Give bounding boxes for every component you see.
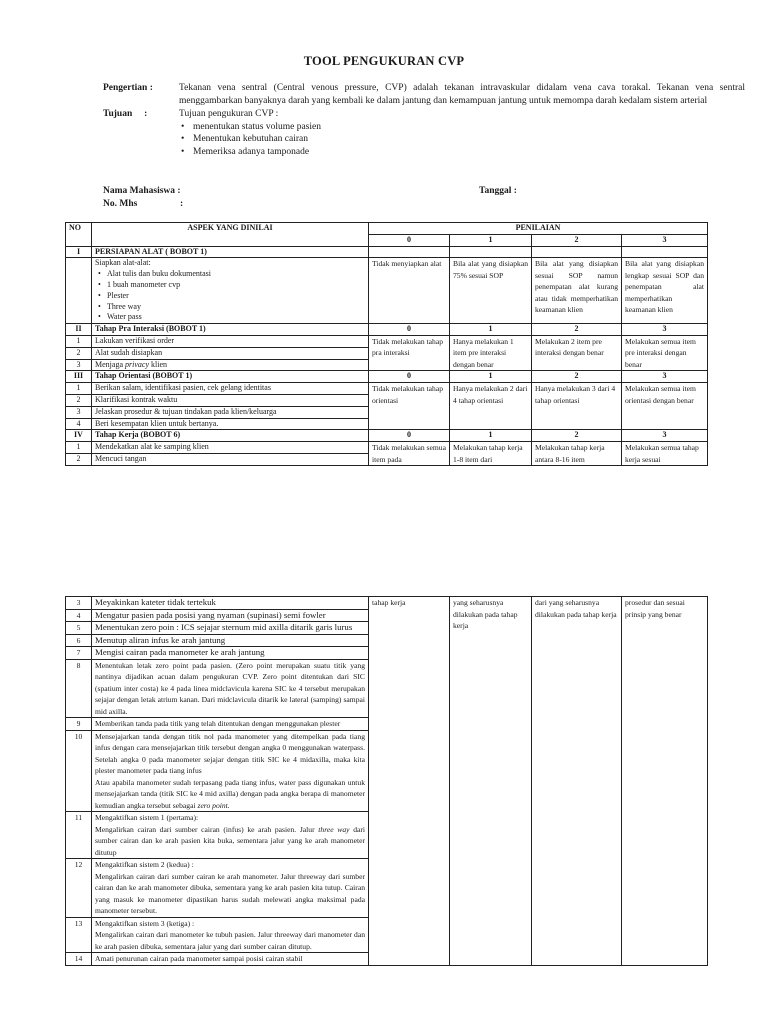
text-emphasis: zero point. (197, 800, 230, 810)
criteria-2: Bila alat yang disiapkan sesuai SOP namun penempatan alat kurang atau tidak memperhatikan keamanan klien (532, 258, 622, 324)
criteria-2: Melakukan 2 item pre interaksi dengan benar (532, 335, 622, 371)
text-part: Mengaktifkan sistem 1 (pertama): (95, 813, 199, 822)
row-number: 2 (66, 454, 92, 466)
score-2: 2 (532, 430, 622, 442)
tujuan-row (103, 108, 745, 158)
score-2: 2 (532, 324, 622, 336)
table-row (66, 258, 708, 324)
aspek-text: Menutup aliran infus ke arah jantung (92, 634, 369, 647)
score-1: 1 (450, 234, 532, 246)
criteria-3: Melakukan semua item pre interaksi dengan benar (622, 335, 708, 371)
section-row (66, 371, 708, 383)
criteria-0: Tidak menyiapkan alat (369, 258, 450, 324)
row-number: 10 (66, 730, 92, 812)
criteria-1: Hanya melakukan 2 dari 4 tahap orientasi (450, 383, 532, 430)
table-header-row (66, 223, 708, 235)
score-3: 3 (622, 234, 708, 246)
section-row (66, 246, 708, 258)
header-no: NO (66, 223, 92, 247)
header-aspek: ASPEK YANG DINILAI (92, 223, 369, 247)
nama-mahasiswa-label: Nama Mahasiswa : (103, 186, 181, 196)
aspek-text (92, 730, 369, 812)
row-number: 6 (66, 634, 92, 647)
section-title: Tahap Pra Interaksi (BOBOT 1) (92, 324, 369, 336)
section-title: Tahap Orientasi (BOBOT 1) (92, 371, 369, 383)
text-part: Mengalirkan cairan dari sumber cairan (infus) ke arah pasien. Jalur (95, 824, 319, 834)
list-item: • menentukan status volume pasien (193, 121, 745, 134)
criteria-2: Melakukan tahap kerja antara 8-16 item (532, 442, 622, 466)
criteria-1: Hanya melakukan 1 item pre interaksi dengan benar (450, 335, 532, 371)
aspek-text: Alat sudah disiapkan (92, 347, 369, 359)
list-item: • Menentukan kebutuhan cairan (193, 133, 745, 146)
aspek-text: Menentukan zero poin : ICS sejajar sternum mid axilla ditarik garis lurus (92, 622, 369, 635)
row-number: 1 (66, 383, 92, 395)
text-part: Mensejajarkan tanda dengan titik nol pada manometer yang ditempelkan pada tiang infus dengan cara mensejajarkan titik tersebut dengan angka 0 menggunakan waterpass. Setelah angka 0 pada manometer sejajar dengan titik SIC ke 4 midaxilla, maka kita plester manometer pada tiang infus (95, 731, 365, 775)
pengertian-label: Pengertian : (103, 83, 153, 93)
aspek-text: Lakukan verifikasi order (92, 335, 369, 347)
text-part: Mengalirkan cairan dari manometer ke tubuh pasien. Jalur threeway dari manometer dan ke arah pasien dibuka, sementara jalur yang dari sumber cairan ditutup. (95, 930, 365, 951)
aspek-text: Klarifikasi kontrak waktu (92, 395, 369, 407)
aspek-text: Amati penurunan cairan pada manometer sampai posisi cairan stabil (92, 953, 369, 966)
header-penilaian: PENILAIAN (369, 223, 708, 235)
criteria-3: prosedur dan sesuai prinsip yang benar (622, 597, 708, 966)
list-item: • 1 buah manometer cvp (107, 280, 365, 291)
aspek-text: Memberikan tanda pada titik yang telah ditentukan dengan menggunakan plester (92, 718, 369, 731)
score-2: 2 (532, 371, 622, 383)
aspek-text: Jelaskan prosedur & tujuan tindakan pada klien/keluarga (92, 406, 369, 418)
tanggal-label: Tanggal : (479, 186, 517, 196)
score-0: 0 (369, 234, 450, 246)
criteria-0: Tidak melakukan semua item pada (369, 442, 450, 466)
row-number: 2 (66, 347, 92, 359)
intro-block (103, 82, 745, 158)
tujuan-list (179, 121, 745, 159)
row-number: 4 (66, 418, 92, 430)
row-number: 2 (66, 395, 92, 407)
page-title: TOOL PENGUKURAN CVP (303, 54, 465, 68)
table-row (66, 597, 708, 610)
list-item: • Water pass (107, 312, 365, 323)
tujuan-intro: Tujuan pengukuran CVP : (179, 109, 279, 119)
aspek-text (92, 812, 369, 859)
row-number: 4 (66, 609, 92, 622)
section-title: PERSIAPAN ALAT ( BOBOT 1) (92, 246, 369, 258)
section-row (66, 324, 708, 336)
row-number: 9 (66, 718, 92, 731)
text-part: Atau apabila manometer sudah terpasang pada tiang infus, water pass digunakan untuk mensejajarkan tanda (titik SIC ke 4 mid axilla) dengan pada angka berapa di manometer kemudian angka tersebut sebagai (95, 777, 365, 810)
aspek-text (92, 359, 369, 371)
assessment-table-part-2 (65, 596, 708, 966)
text-part: Mengaktifkan sistem 2 (kedua) : (95, 860, 194, 869)
section-number: IV (66, 430, 92, 442)
alat-list-cell (92, 258, 369, 324)
aspek-text: Meyakinkan kateter tidak tertekuk (92, 597, 369, 610)
score-2: 2 (532, 234, 622, 246)
table-row (66, 442, 708, 454)
criteria-0: Tidak melakukan tahap orientasi (369, 383, 450, 430)
tujuan-label: Tujuan : (103, 109, 148, 119)
aspek-text: Beri kesempatan klien untuk bertanya. (92, 418, 369, 430)
text-part: Mengalirkan cairan dari sumber cairan ke arah manometer. Jalur threeway dari sumber cairan dan ke arah manometer dibuka, sementara yang ke arah pasien kita tutup. Cairan yang masuk ke manometer dipastikan harus sudah melewati angka maksimal pada manometer tersebut. (95, 871, 365, 915)
row-number: 3 (66, 406, 92, 418)
aspek-text: Menentukan letak zero point pada pasien. (Zero point merupakan suatu titik yang nantinya dijadikan acuan dalam pengukuran CVP. Zero point ditentukan dari SIC (spatium inter costa) ke 4 pada linea midclavicula karena SIC ke 4 tersebut merupakan sejajar dengan letak atrium kanan. Dari midclavicula ditarik ke lateral (samping) sampai mid axilla. (92, 659, 369, 718)
text-part: dari sumber cairan dan ke arah pasien kita buka, sementara jalur yang ke arah manometer ditutup (95, 824, 366, 857)
criteria-1: Bila alat yang disiapkan 75% sesuai SOP (450, 258, 532, 324)
no-mhs-label: No. Mhs : (103, 199, 184, 209)
score-0: 0 (369, 430, 450, 442)
alat-intro: Siapkan alat-alat: (95, 258, 151, 268)
score-3: 3 (622, 430, 708, 442)
section-title: Tahap Kerja (BOBOT 6) (92, 430, 369, 442)
score-3: 3 (622, 371, 708, 383)
text-part: Mengaktifkan sistem 3 (ketiga) : (95, 918, 195, 928)
aspek-text: Mengisi cairan pada manometer ke arah jantung (92, 647, 369, 660)
row-number: 5 (66, 622, 92, 635)
list-item: • Alat tulis dan buku dokumentasi (107, 269, 365, 280)
section-number: I (66, 246, 92, 258)
criteria-0: Tidak melakukan tahap pra interaksi (369, 335, 450, 371)
pengertian-text: Tekanan vena sentral (Central venous pressure, CVP) adalah tekanan intravaskular didalam vena cava torakal. Tekanan vena sentral menggambarkan banyaknya darah yang kembali ke dalam jantung dan kemampuan jantung untuk memompa darah kedalam sistem arterial (179, 83, 745, 106)
criteria-3: Melakukan semua tahap kerja sesuai (622, 442, 708, 466)
row-number: 3 (66, 359, 92, 371)
aspek-text: Mencuci tangan (92, 454, 369, 466)
aspek-text: Mengatur pasien pada posisi yang nyaman (supinasi) semi fowler (92, 609, 369, 622)
text-emphasis: privacy (125, 359, 149, 369)
row-number: 11 (66, 812, 92, 859)
criteria-1: yang seharusnya dilakukan pada tahap kerja (450, 597, 532, 966)
row-number: 14 (66, 953, 92, 966)
list-item: • Memeriksa adanya tamponade (193, 146, 745, 159)
row-number: 12 (66, 859, 92, 918)
criteria-3: Melakukan semua item orientasi dengan benar (622, 383, 708, 430)
table-row (66, 335, 708, 347)
row-number: 3 (66, 597, 92, 610)
text-part: Menjaga (95, 359, 125, 369)
text-part: klien (149, 359, 167, 369)
row-number: 8 (66, 659, 92, 718)
row-number: 13 (66, 917, 92, 953)
row-number: 1 (66, 442, 92, 454)
list-item: • Plester (107, 291, 365, 302)
section-number: II (66, 324, 92, 336)
score-1: 1 (450, 324, 532, 336)
aspek-text (92, 917, 369, 953)
score-1: 1 (450, 371, 532, 383)
criteria-2: dari yang seharusnya dilakukan pada tahap kerja (532, 597, 622, 966)
criteria-0: tahap kerja (369, 597, 450, 966)
section-number: III (66, 371, 92, 383)
section-row (66, 430, 708, 442)
criteria-2: Hanya melakukan 3 dari 4 tahap orientasi (532, 383, 622, 430)
score-0: 0 (369, 324, 450, 336)
aspek-text (92, 859, 369, 918)
criteria-1: Melakukan tahap kerja 1-8 item dari (450, 442, 532, 466)
aspek-text: Berikan salam, identifikasi pasien, cek gelang identitas (92, 383, 369, 395)
criteria-3: Bila alat yang disiapkan lengkap sesuai SOP dan penempatan alat memperhatikan keamanan klien (622, 258, 708, 324)
pengertian-row (103, 82, 745, 107)
alat-list (95, 269, 365, 323)
score-3: 3 (622, 324, 708, 336)
assessment-table-part-1 (65, 222, 708, 466)
row-number: 1 (66, 335, 92, 347)
table-row (66, 383, 708, 395)
score-1: 1 (450, 430, 532, 442)
list-item: • Three way (107, 302, 365, 313)
row-number: 7 (66, 647, 92, 660)
score-0: 0 (369, 371, 450, 383)
text-emphasis: three way (318, 824, 350, 834)
aspek-text: Mendekatkan alat ke samping klien (92, 442, 369, 454)
